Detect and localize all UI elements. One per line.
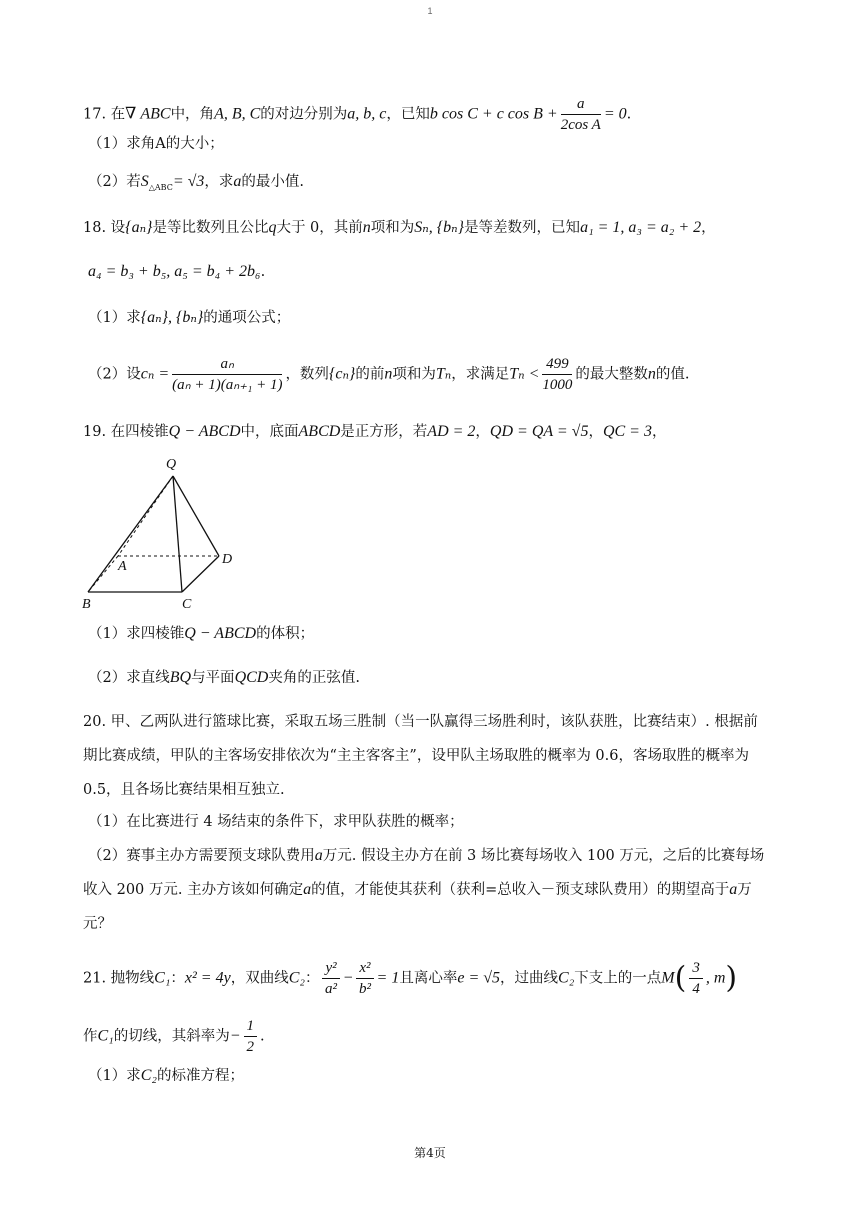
q20-line3: 0.5，且各场比赛结果相互独立. bbox=[83, 782, 285, 798]
q18-stem-line1: 18. 设{aₙ}是等比数列且公比q大于 0，其前n项和为Sₙ, {bₙ}是等差数列，已知a₁ = 1, a₃ = a₂ + 2， bbox=[83, 219, 716, 236]
q20-part1: （1）在比赛进行 4 场结束的条件下，求甲队获胜的概率； bbox=[88, 814, 464, 830]
q21-hyperbola-frac2: $\frac{\text{x²}}{\text{b²}}$ bbox=[356, 958, 373, 999]
q18-part2: （2）设cₙ = $\frac{\text{aₙ}}{\text{(aₙ + 1)(aₙ₊₁ + 1)}}$ ，数列{cₙ}的前n项和为Tₙ，求满足Tₙ < $\frac{499}{1000}$ 的最大整数n的值. bbox=[88, 356, 690, 393]
q21-hyperbola-frac1: $\frac{\text{y²}}{\text{a²}}$ bbox=[322, 958, 339, 999]
vertex-label-D: D bbox=[222, 552, 233, 567]
edge-QA bbox=[118, 476, 173, 556]
q18-stem-line2: a₄ = b₃ + b₅, a₅ = b₄ + 2b₆. bbox=[88, 263, 266, 280]
q17-fraction: $\frac{a}{\text{2cos A}}$ bbox=[560, 96, 601, 133]
q21-part1: （1）求C₂的标准方程； bbox=[88, 1067, 244, 1084]
edge-QC bbox=[173, 476, 182, 592]
edge-QD bbox=[173, 476, 219, 556]
edge-QB bbox=[88, 476, 173, 592]
vertex-label-Q: Q bbox=[166, 457, 177, 472]
q21-stem: 21. 抛物线C₁：x² = 4y，双曲线C₂： $\frac{\text{y²}}{\text{a²}}$ − $\frac{\text{x²}}{\text{b²}}$ = 1且离心率e = √5，过曲线C₂下支上的一点M( $\frac{3}{4}$ , m) bbox=[83, 960, 738, 997]
vertex-label-C: C bbox=[182, 597, 192, 612]
q19-part2: （2）求直线BQ与平面QCD夹角的正弦值. bbox=[88, 669, 360, 686]
edge-CD bbox=[182, 556, 219, 592]
q18-part1: （1）求{aₙ}, {bₙ}的通项公式； bbox=[88, 309, 291, 326]
q20-line1: 20. 甲、乙两队进行篮球比赛，采取五场三胜制（当一队赢得三场胜利时，该队获胜，比赛结束）. 根据前 bbox=[83, 714, 758, 730]
q20-line6: 元？ bbox=[83, 916, 112, 932]
q20-line5: 收入 200 万元. 主办方该如何确定a的值，才能使其获利（获利=总收入－预支球队费用）的期望高于a万 bbox=[83, 881, 752, 898]
q21-point-fraction: $\frac{3}{4}$ bbox=[689, 958, 703, 999]
q21-slope-fraction: $\frac{1}{2}$ bbox=[244, 1016, 258, 1057]
q18-cn-fraction: $\frac{\text{aₙ}}{\text{(aₙ + 1)(aₙ₊₁ + 1)}}$ bbox=[172, 356, 283, 393]
q19-part1: （1）求四棱锥Q − ABCD的体积； bbox=[88, 625, 315, 642]
q19-stem: 19. 在四棱锥Q − ABCD中，底面ABCD是正方形，若AD = 2，QD = QA = √5，QC = 3， bbox=[83, 423, 667, 440]
q21-line2: 作C₁的切线，其斜率为− $\frac{1}{2}$ . bbox=[83, 1018, 265, 1055]
page-header-mark: 1 bbox=[427, 6, 433, 16]
page-number: 第4页 bbox=[414, 1146, 446, 1160]
vertex-label-B: B bbox=[82, 597, 91, 612]
q17-part1: （1）求角A的大小； bbox=[88, 136, 224, 152]
q17-stem: 17. 在∇ ABC中，角A, B, C的对边分别为a, b, c，已知b cos C + c cos B + $\frac{a}{\text{2cos A}}$ = 0. bbox=[83, 96, 632, 133]
q18-threshold-fraction: $\frac{499}{1000}$ bbox=[542, 356, 573, 393]
vertex-label-A: A bbox=[118, 559, 127, 574]
q17-part2: （2）若$S_{\triangle ABC}= √3$，求a的最小值. bbox=[88, 173, 304, 192]
pyramid-figure bbox=[78, 452, 258, 612]
q20-line2: 期比赛成绩，甲队的主客场安排依次为“主主客客主”，设甲队主场取胜的概率为 0.6，客场取胜的概率为 bbox=[83, 748, 749, 764]
q20-part2: （2）赛事主办方需要预支球队费用a万元. 假设主办方在前 3 场比赛每场收入 100 万元，之后的比赛每场 bbox=[88, 847, 765, 864]
